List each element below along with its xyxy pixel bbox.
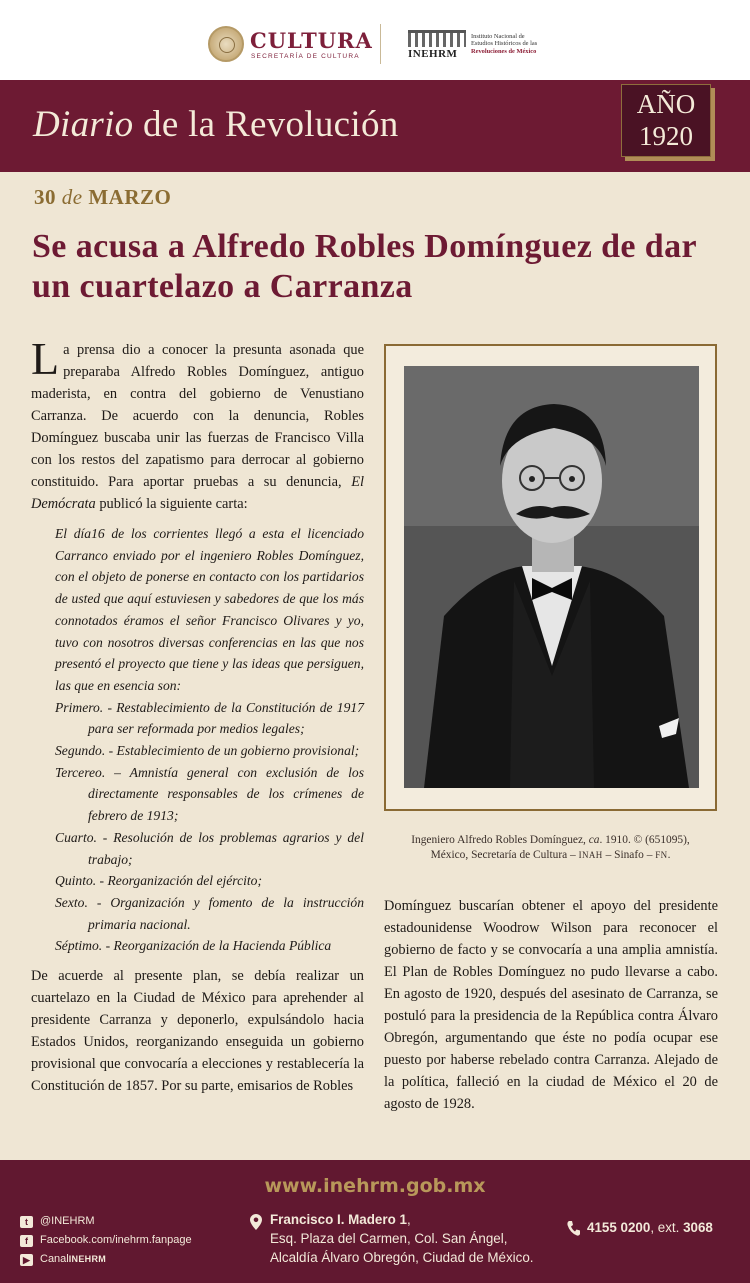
canal-name: INEHRM (68, 1254, 107, 1264)
caption-text: – Sinafo – (602, 849, 656, 861)
caption-inah: INAH (578, 850, 603, 860)
intro-text-end: publicó la siguiente carta: (95, 496, 248, 512)
youtube-icon: ▶ (20, 1254, 33, 1266)
caption-text: México, Secretaría de Cultura – (430, 849, 579, 861)
letter-item: Segundo. - Establecimiento de un gobierno provisional; (55, 743, 360, 759)
inehrm-line-1: Instituto Nacional de (471, 33, 525, 40)
article-date (34, 185, 171, 210)
inehrm-logo (408, 30, 466, 60)
year-badge (621, 84, 711, 157)
intro-paragraph (31, 333, 364, 515)
after-letter-paragraph: De acuerde al presente plan, se debía realizar un cuartelazo en la Ciudad de México para aprehender al presidente Carranza y deponerlo, expulsándolo hacia Estados Unidos, reorganizando enseguida un gobierno provisional que convocaría a elecciones y restablecería la Constitución de 1857. Por su parte, emisarios de Robles (31, 968, 364, 1095)
inehrm-line-2: Estudios Históricos de las (471, 40, 538, 48)
portrait-photo (404, 366, 699, 788)
address-line-2: Esq. Plaza del Carmen, Col. San Ángel, (270, 1231, 508, 1246)
caption-line-2 (384, 848, 717, 863)
date-month: MARZO (88, 185, 172, 209)
phone-icon (566, 1220, 580, 1236)
address-street: Francisco I. Madero 1 (270, 1212, 407, 1227)
portrait-illustration (404, 366, 699, 788)
national-seal-icon (208, 26, 244, 62)
address-line-3: Alcaldía Álvaro Obregón, Ciudad de México. (270, 1250, 534, 1265)
article-headline: Se acusa a Alfredo Robles Domínguez de dar un cuartelazo a Carranza (32, 228, 697, 305)
cultura-logo-text: CULTURA (250, 28, 373, 53)
caption-text: . 1910. © (651095), (599, 834, 690, 846)
drop-cap: L (31, 333, 60, 384)
diario-title-rest: de la Revolución (133, 104, 399, 145)
twitter-handle: @INEHRM (40, 1215, 95, 1227)
social-links (20, 1212, 192, 1269)
phone-ext-label: , ext. (650, 1220, 684, 1235)
caption-line-1 (384, 833, 717, 848)
inehrm-full-name (471, 33, 537, 55)
portrait-frame (384, 344, 717, 811)
phone-main: 4155 0200 (587, 1220, 651, 1235)
inehrm-line-3: Revoluciones de México (471, 47, 537, 55)
facebook-icon: f (20, 1235, 33, 1247)
letter-item: Tercereo. – Amnistía general con exclusión de los directamente responsables de los crímenes de febrero de 1913; (55, 764, 364, 824)
twitter-icon: t (20, 1216, 33, 1228)
letter-item: Quinto. - Reorganización del ejército; (55, 873, 263, 889)
top-header (0, 0, 750, 80)
diario-title-italic: Diario (33, 104, 134, 145)
intro-text: a prensa dio a conocer la presunta asonada que preparaba Alfredo Robles Domínguez, antiguo maderista, en contra del gobierno de Venustiano Carranza. De acuerdo con la denuncia, Robles Domínguez buscaba unir las fuerzas de Francisco Villa con los restos del zapatismo para derrocar al gobierno constituido. Para aportar pruebas a su denuncia, (31, 342, 364, 490)
year-value: 1920 (639, 121, 693, 151)
date-day: 30 (34, 185, 56, 209)
inehrm-building-icon (408, 30, 466, 47)
address-line-1 (270, 1210, 534, 1229)
phone-ext: 3068 (683, 1220, 713, 1235)
letter-opening: El día16 de los corrientes llegó a esta el licenciado Carranco enviado por el ingeniero Robles Domínguez, con el objeto de ponerse en contacto con los partidarios de usted que aquí estuviesen y sabedores de que los más connotados éramos el señor Francisco Olivares y yo, tuvo con nosotros diversas conferencias en las que nos presentó el proyecto que tiene y las ideas que persiguen, las que en esencia son: (55, 526, 364, 693)
header-divider (380, 24, 381, 64)
caption-text: Ingeniero Alfredo Robles Domínguez, (411, 834, 589, 846)
year-label: AÑO (636, 89, 696, 119)
caption-fn: FN (655, 850, 668, 860)
photo-caption (384, 833, 717, 863)
letter-item: Sexto. - Organización y fomento de la instrucción primaria nacional. (55, 894, 364, 932)
letter-item: Cuarto. - Resolución de los problemas agrarios y del trabajo; (55, 829, 364, 867)
date-de: de (61, 185, 83, 209)
website-link[interactable]: www.inehrm.gob.mx (264, 1175, 486, 1197)
twitter-link[interactable] (20, 1212, 192, 1231)
caption-text: . (667, 849, 671, 861)
address (270, 1210, 534, 1267)
address-comma: , (406, 1212, 411, 1227)
canal-label: Canal (40, 1253, 69, 1265)
newspaper-name: El Demócrata (31, 474, 364, 512)
facebook-link[interactable] (20, 1231, 192, 1250)
right-column-paragraph: Domínguez buscarían obtener el apoyo del presidente estadounidense Woodrow Wilson para reconocer el gobierno de facto y se convocaría a una amplia amnistía. El Plan de Robles Domínguez no pudo llevarse a cabo. En agosto de 1920, después del asesinato de Carranza, se postuló para la presidencia de la República contra Álvaro Obregón, argumentando que éste no podía ocupar ese puesto por haberse rebelado contra Carranza. Alejado de la política, falleció en la ciudad de México el 20 de agosto de 1928. (384, 898, 718, 1112)
left-column (31, 333, 364, 1097)
caption-ca: ca (588, 834, 600, 846)
letter-item: Primero. - Restablecimiento de la Constitución de 1917 para ser reformada por medios legales; (55, 699, 364, 737)
inehrm-logo-text: INEHRM (408, 48, 458, 60)
youtube-link[interactable] (20, 1250, 192, 1269)
diario-title (33, 103, 399, 146)
cultura-subtitle: SECRETARÍA DE CULTURA (251, 53, 360, 60)
letter-item: Séptimo. - Reorganización de la Hacienda Pública (55, 938, 332, 954)
quoted-letter (31, 523, 364, 957)
phone-number[interactable] (587, 1220, 713, 1235)
facebook-url: Facebook.com/inehrm.fanpage (40, 1234, 192, 1246)
location-pin-icon (250, 1214, 262, 1230)
